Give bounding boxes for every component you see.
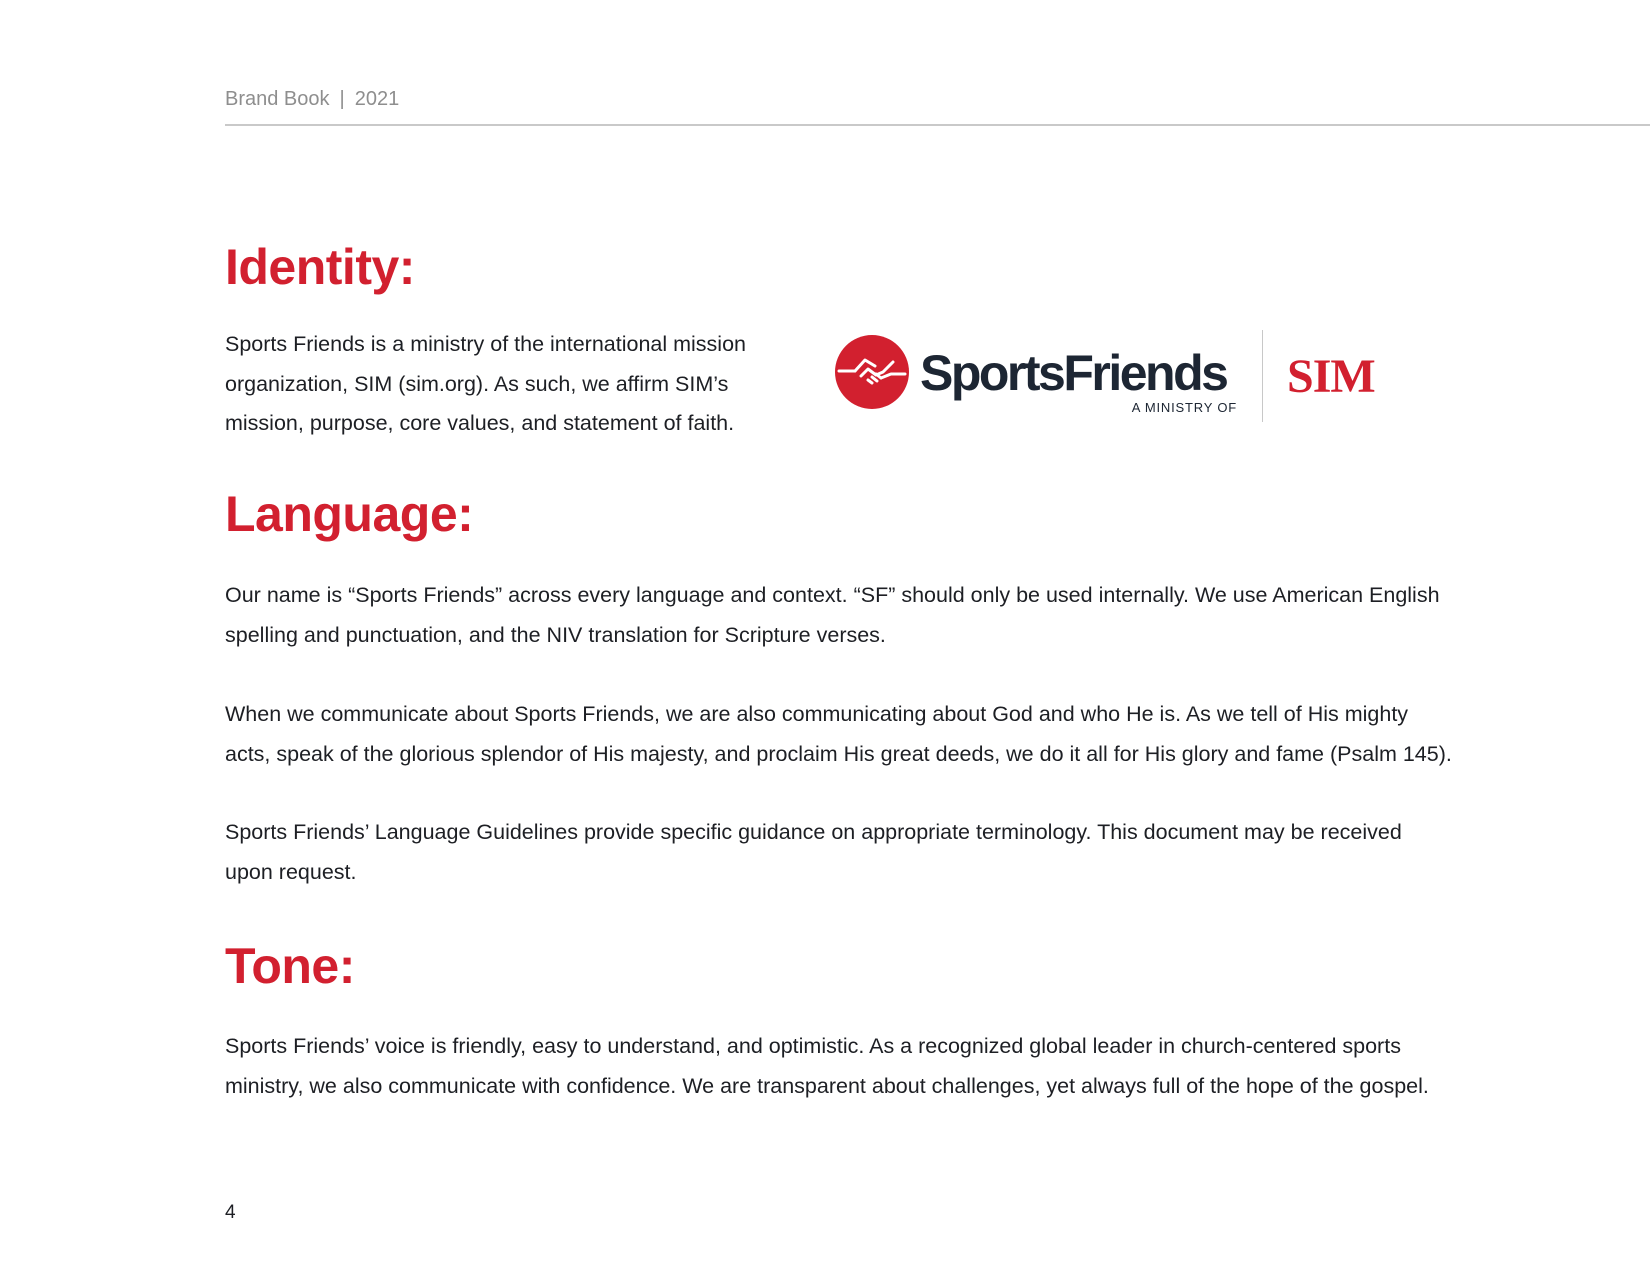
identity-paragraph	[225, 325, 746, 444]
header-separator: |	[339, 88, 345, 110]
identity-line: mission, purpose, core values, and statement of faith.	[225, 411, 735, 435]
identity-heading: Identity:	[225, 239, 415, 295]
language-line: upon request.	[225, 859, 357, 884]
logo-subtitle: A MINISTRY OF	[1131, 400, 1237, 415]
logo-divider	[1262, 330, 1263, 422]
tone-line: ministry, we also communicate with confidence. We are transparent about challenges, yet always full of the hope of the gospel.	[225, 1073, 1429, 1098]
identity-line: organization, SIM (sim.org). As such, we affirm SIM’s	[225, 371, 729, 396]
running-header	[225, 88, 399, 111]
language-paragraph-3	[225, 813, 1402, 892]
language-line: acts, speak of the glorious splendor of His majesty, and proclaim His great deeds, we do it all for His glory and fame (Psalm 145).	[225, 741, 1452, 766]
language-heading: Language:	[225, 486, 474, 542]
language-line: Sports Friends’ Language Guidelines provide specific guidance on appropriate terminology. This document may be received	[225, 820, 1402, 844]
sports-friends-sim-logo	[835, 328, 1405, 424]
identity-line: Sports Friends is a ministry of the international mission	[225, 332, 746, 356]
header-title: Brand Book	[225, 88, 330, 110]
header-year: 2021	[354, 88, 400, 110]
tone-heading: Tone:	[225, 938, 355, 994]
language-line: Our name is “Sports Friends” across every language and context. “SF” should only be used internally. We use American English	[225, 583, 1440, 607]
handshake-icon	[835, 335, 909, 409]
page-number: 4	[225, 1202, 236, 1223]
sim-logo: SIM	[1287, 350, 1375, 403]
tone-line: Sports Friends’ voice is friendly, easy to understand, and optimistic. As a recognized global leader in church-centered sports	[225, 1034, 1401, 1058]
tone-paragraph	[225, 1027, 1429, 1106]
language-line: When we communicate about Sports Friends, we are also communicating about God and who He is. As we tell of His mighty	[225, 702, 1409, 726]
language-line: spelling and punctuation, and the NIV translation for Scripture verses.	[225, 622, 886, 647]
language-paragraph-2	[225, 695, 1452, 774]
logo-wordmark: SportsFriends	[920, 345, 1227, 401]
header-rule	[225, 124, 1650, 126]
language-paragraph-1	[225, 576, 1440, 655]
